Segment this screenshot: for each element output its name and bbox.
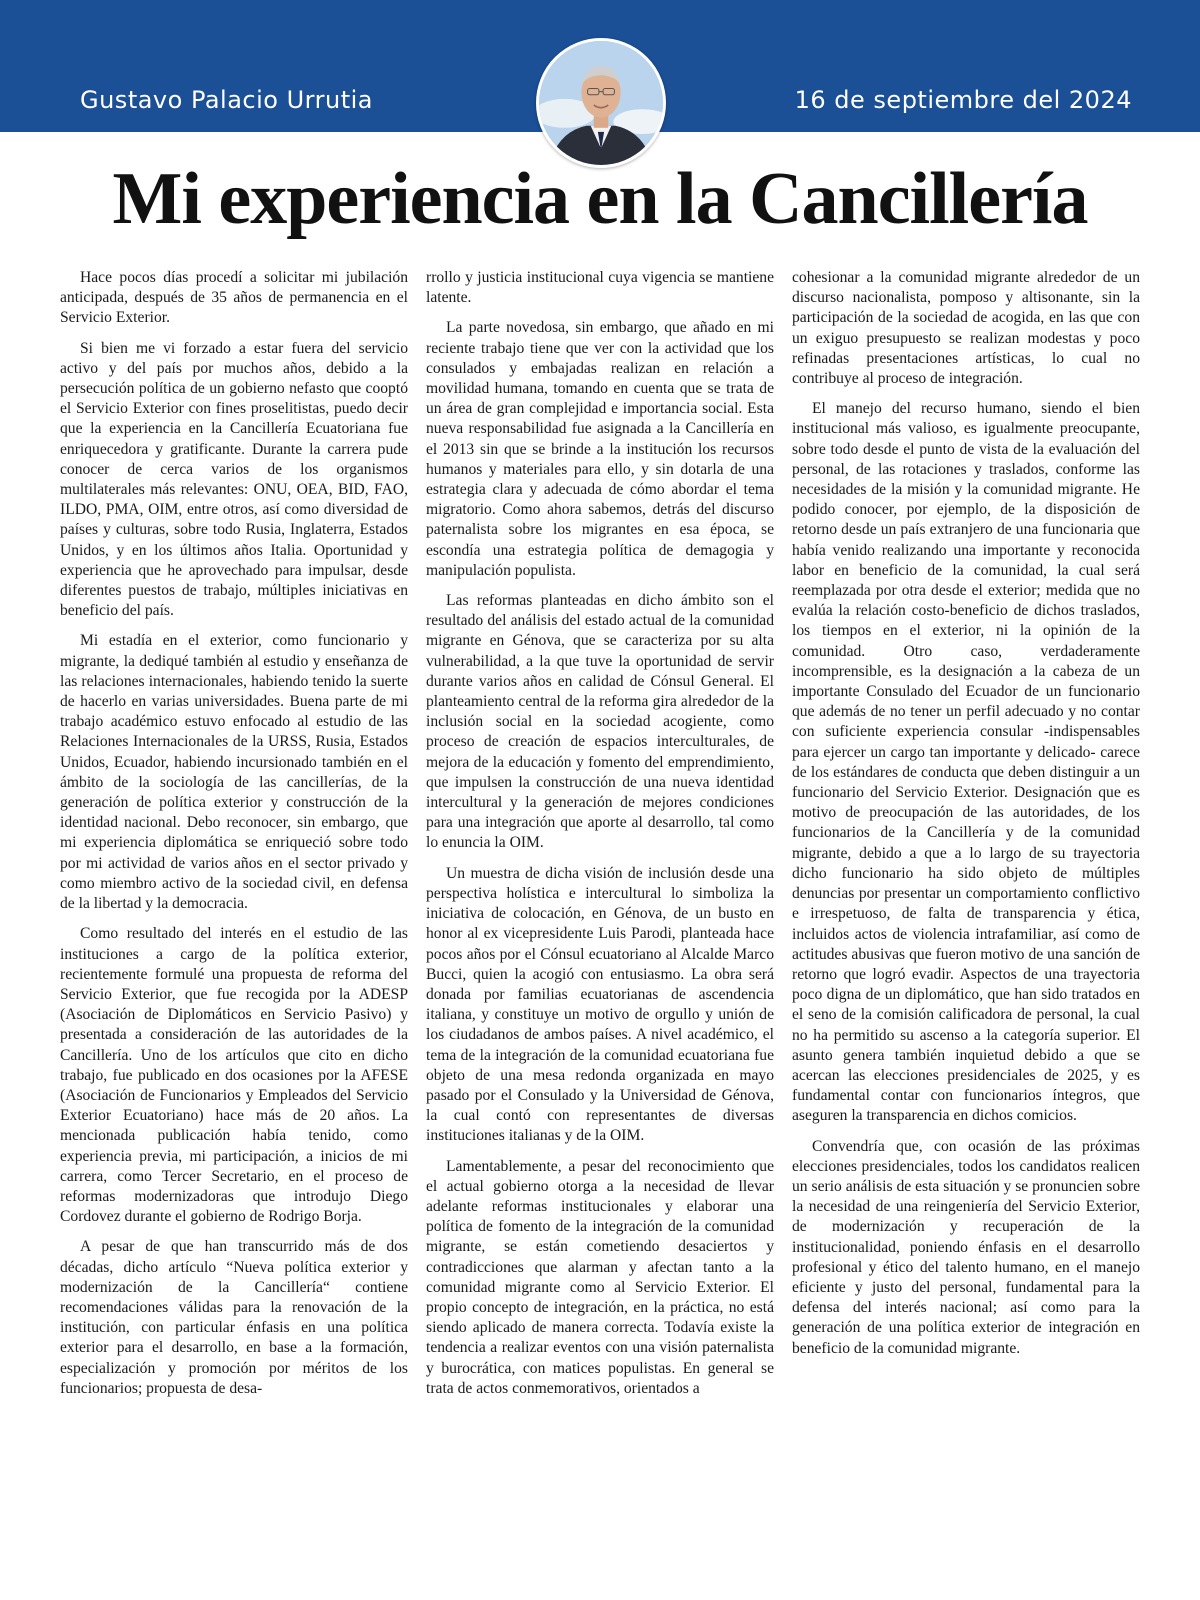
paragraph: A pesar de que han transcurrido más de dos décadas, dicho artículo “Nueva política exterior y modernización de la Cancillería“ contiene recomendaciones válidas para la renovación de la institución, con particular énfasis en una política exterior para el desarrollo, en base a la formación, especialización y promoción por méritos de los funcionarios; propuesta de desa- — [60, 1238, 408, 1397]
article-headline: Mi experiencia en la Cancillería — [112, 158, 1088, 240]
paragraph: Como resultado del interés en el estudio de las instituciones a cargo de la política exterior, recientemente formulé una propuesta de reforma del Servicio Exterior, que fue recogida por la ADESP (Asociación de Diplomáticos en Servicio Pasivo) y presentada a consideración de las autoridades de la Cancillería. Uno de los artículos que cito en dicho trabajo, fue publicado en dos ocasiones por la AFESE (Asociación de Funcionarios y Empleados del Servicio Exterior Ecuatoriano) hace más de 20 años. La mencionada publicación había tenido, como experiencia previa, mi participación, a inicios de mi carrera, como Tercer Secretario, en el proceso de reformas modernizadoras que introdujo Diego Cordovez durante el gobierno de Rodrigo Borja. — [60, 925, 408, 1226]
paragraph: Las reformas planteadas en dicho ámbito son el resultado del análisis del estado actual de la comunidad migrante en Génova, que se caracteriza por su alta vulnerabilidad, a la que tuve la oportunidad de servir durante varios años en calidad de Cónsul General. El planteamiento central de la reforma gira alrededor de la inclusión social en la sociedad acogiente, como proceso de creación de espacios interculturales, de mejora de la educación y fomento del emprendimiento, que impulsen la construcción de una nueva identidad intercultural y la generación de mejores condiciones para una integración que aporte al desarrollo, tal como lo enuncia la OIM. — [426, 592, 774, 852]
paragraph: Hace pocos días procedí a solicitar mi jubilación anticipada, después de 35 años de permanencia en el Servicio Exterior. — [60, 269, 408, 327]
paragraph: rrollo y justicia institucional cuya vigencia se mantiene latente. — [426, 269, 774, 307]
article-column-3 — [792, 268, 1140, 1584]
paragraph: Convendría que, con ocasión de las próximas elecciones presidenciales, todos los candidatos realicen un serio análisis de esta situación y se pronuncien sobre la necesidad de una reingeniería del Servicio Exterior, de modernización y recuperación de la institucionalidad, poniendo énfasis en el desarrollo profesional y ético del talento humano, en el manejo eficiente y justo del personal, fundamental para la defensa del interés nacional; así como para la generación de una política exterior de integración en beneficio de la comunidad migrante. — [792, 1137, 1140, 1357]
paragraph: Un muestra de dicha visión de inclusión desde una perspectiva holística e intercultural lo simboliza la iniciativa de colocación, en Génova, de un busto en honor al ex vicepresidente Luis Parodi, planteada hace pocos años por el Cónsul ecuatoriano al Alcalde Marco Bucci, quien la acogió con entusiasmo. La obra será donada por familias ecuatorianas de ascendencia italiana, y constituye un motivo de orgullo y unión de los ciudadanos de ambos países. A nivel académico, el tema de la integración de la comunidad ecuatoriana fue objeto de una mesa redonda organizada en mayo pasado por el Consulado y la Universidad de Génova, la cual contó con representantes de diversas instituciones italianas y de la OIM. — [426, 864, 774, 1145]
article-column-1 — [60, 268, 408, 1584]
paragraph: Si bien me vi forzado a estar fuera del servicio activo y del país por muchos años, debido a la persecución política de un gobierno nefasto que cooptó el Servicio Exterior con fines proselitistas, puedo decir que la experiencia en la Cancillería Ecuatoriana fue enriquecedora y gratificante. Durante la carrera pude conocer de cerca varios de los organismos multilaterales más relevantes: ONU, OEA, BID, FAO, ILDO, PMA, OIM, entre otros, así como diversidad de países y culturas, sobre todo Rusia, Inglaterra, Estados Unidos, y en los últimos años Italia. Oportunidad y experiencia que he aprovechado para impulsar, desde diferentes puestos de trabajo, múltiples iniciativas en beneficio del país. — [60, 339, 408, 620]
article-body — [60, 268, 1140, 1584]
paragraph: El manejo del recurso humano, siendo el bien institucional más valioso, es igualmente preocupante, sobre todo desde el punto de vista de la evaluación del personal, de las rotaciones y traslados, conforme las necesidades de la misión y la comunidad migrante. He podido conocer, por ejemplo, de la disposición de retorno desde un país extranjero de una funcionaria que había venido realizando una importante y reconocida labor en beneficio de la comunidad, la cual será reemplazada por otra desde el exterior; medida que no evalúa la relación costo-beneficio de dichos traslados, los tiempos en el exterior, ni la opinión de la comunidad. Otro caso, verdaderamente incomprensible, es la designación a la cabeza de un importante Consulado del Ecuador de un funcionario que además de no tener un perfil adecuado y no contar con suficiente experiencia consular -indispensables para ejercer un cargo tan importante y delicado- carece de los estándares de conducta que deben distinguir a un funcionario del Servicio Exterior. Designación que es motivo de preocupación de las autoridades, de los funcionarios de la Cancillería y de la comunidad migrante, debido a que a lo largo de su trayectoria dicho funcionario ha sido objeto de múltiples denuncias por presentar un comportamiento conflictivo e irrespetuoso, de falta de transparencia y ética, incluidos actos de violencia intrafamiliar, así como de actitudes abusivas que fueron motivo de una sanción de retorno que logró evadir. Aspectos de una trayectoria poco digna de un diplomático, que han sido tratados en el seno de la comisión calificadora de personal, la cual no ha permitido su ascenso a la categoría superior. El asunto genera también inquietud debido a que se acercan las elecciones presidenciales de 2025, y es fundamental contar con funcionarios íntegros, que aseguren la transparencia en dichos comicios. — [792, 400, 1140, 1125]
author-name: Gustavo Palacio Urrutia — [80, 86, 373, 114]
paragraph: Mi estadía en el exterior, como funcionario y migrante, la dediqué también al estudio y enseñanza de las relaciones internacionales, habiendo tenido la suerte de hacerlo en varias universidades. Buena parte de mi trabajo académico estuvo enfocado al estudio de las Relaciones Internacionales de la URSS, Rusia, Estados Unidos, Ecuador, habiendo incursionado también en el ámbito de la sociología de las cancillerías, de la generación de política exterior y construcción de la identidad nacional. Debo reconocer, sin embargo, que mi experiencia diplomática se enriqueció sobre todo por mi actividad de varios años en el sector privado y como miembro activo de la sociedad civil, en defensa de la libertad y la democracia. — [60, 632, 408, 913]
publication-date: 16 de septiembre del 2024 — [794, 86, 1132, 114]
paragraph: La parte novedosa, sin embargo, que añado en mi reciente trabajo tiene que ver con la actividad que los consulados y embajadas realizan en relación a movilidad humana, tomando en cuenta que se trata de un área de gran complejidad e importancia social. Esta nueva responsabilidad fue asignada a la Cancillería en el 2013 sin que se brinde a la institución los recursos humanos y materiales para ello, y sin dotarla de una estrategia clara y adecuada de cómo abordar el tema migratorio. Como ahora sabemos, detrás del discurso paternalista sobre los migrantes en esa época, se escondía una estrategia política de demagogia y manipulación populista. — [426, 319, 774, 579]
author-photo — [536, 38, 666, 168]
paragraph: cohesionar a la comunidad migrante alrededor de un discurso nacionalista, pomposo y altisonante, sin la participación de la sociedad de acogida, en las que con un exiguo presupuesto se realizan modestas y poco refinadas presentaciones artísticas, lo cual no contribuye al proceso de integración. — [792, 269, 1140, 388]
article-column-2 — [426, 268, 774, 1584]
author-portrait-icon — [539, 41, 663, 165]
paragraph: Lamentablemente, a pesar del reconocimiento que el actual gobierno otorga a la necesidad de llevar adelante reformas institucionales y elaborar una política de fomento de la integración de la comunidad migrante, se están cometiendo desaciertos y contradicciones que alarman y afectan tanto a la comunidad migrante como al Servicio Exterior. El propio concepto de integración, en la práctica, no está siendo aplicado de manera correcta. Todavía existe la tendencia a realizar eventos con una visión paternalista y burocrática, con matices populistas. En general se trata de actos conmemorativos, orientados a — [426, 1157, 774, 1397]
